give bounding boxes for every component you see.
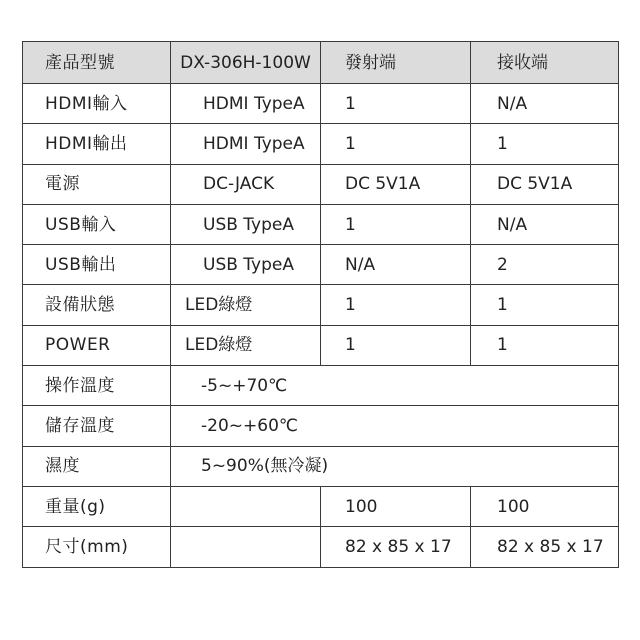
- row-merged-value: 5~90%(無冷凝): [171, 446, 619, 486]
- row-receiver-value: 1: [471, 124, 619, 164]
- row-interface: DC-JACK: [171, 164, 321, 204]
- row-label: 濕度: [23, 446, 171, 486]
- row-label: HDMI輸入: [23, 84, 171, 124]
- header-cell-model-number: DX-306H-100W: [171, 42, 321, 84]
- header-cell-transmitter: 發射端: [321, 42, 471, 84]
- row-transmitter-value: 82 x 85 x 17: [321, 527, 471, 567]
- row-transmitter-value: 100: [321, 486, 471, 526]
- row-receiver-value: N/A: [471, 84, 619, 124]
- table-row: [23, 406, 619, 446]
- row-transmitter-value: 1: [321, 325, 471, 365]
- row-label: POWER: [23, 325, 171, 365]
- row-receiver-value: DC 5V1A: [471, 164, 619, 204]
- row-interface: HDMI TypeA: [171, 84, 321, 124]
- row-merged-value: -5~+70℃: [171, 366, 619, 406]
- row-label: 設備狀態: [23, 285, 171, 325]
- row-transmitter-value: N/A: [321, 245, 471, 285]
- row-label: 重量(g): [23, 486, 171, 526]
- table-row: [23, 366, 619, 406]
- table-row: [23, 124, 619, 164]
- row-label: 尺寸(mm): [23, 527, 171, 567]
- row-label: 電源: [23, 164, 171, 204]
- table-header-row: [23, 42, 619, 84]
- table-row: [23, 84, 619, 124]
- row-interface: [171, 527, 321, 567]
- table-row: [23, 245, 619, 285]
- table-row: [23, 204, 619, 244]
- row-transmitter-value: 1: [321, 285, 471, 325]
- table-row: [23, 164, 619, 204]
- row-label: HDMI輸出: [23, 124, 171, 164]
- row-transmitter-value: 1: [321, 84, 471, 124]
- table-row: [23, 285, 619, 325]
- row-transmitter-value: 1: [321, 124, 471, 164]
- header-cell-receiver: 接收端: [471, 42, 619, 84]
- table-row: [23, 446, 619, 486]
- row-transmitter-value: DC 5V1A: [321, 164, 471, 204]
- row-receiver-value: 1: [471, 325, 619, 365]
- row-receiver-value: N/A: [471, 204, 619, 244]
- row-receiver-value: 100: [471, 486, 619, 526]
- row-interface: LED綠燈: [171, 325, 321, 365]
- table-row: [23, 527, 619, 567]
- spec-table: [22, 41, 619, 568]
- row-label: 儲存溫度: [23, 406, 171, 446]
- row-transmitter-value: 1: [321, 204, 471, 244]
- table-row: [23, 486, 619, 526]
- header-cell-model: 產品型號: [23, 42, 171, 84]
- row-label: 操作溫度: [23, 366, 171, 406]
- row-receiver-value: 82 x 85 x 17: [471, 527, 619, 567]
- row-merged-value: -20~+60℃: [171, 406, 619, 446]
- row-interface: USB TypeA: [171, 204, 321, 244]
- table-row: [23, 325, 619, 365]
- row-interface: [171, 486, 321, 526]
- row-interface: HDMI TypeA: [171, 124, 321, 164]
- row-label: USB輸入: [23, 204, 171, 244]
- row-interface: USB TypeA: [171, 245, 321, 285]
- row-receiver-value: 1: [471, 285, 619, 325]
- row-label: USB輸出: [23, 245, 171, 285]
- row-receiver-value: 2: [471, 245, 619, 285]
- row-interface: LED綠燈: [171, 285, 321, 325]
